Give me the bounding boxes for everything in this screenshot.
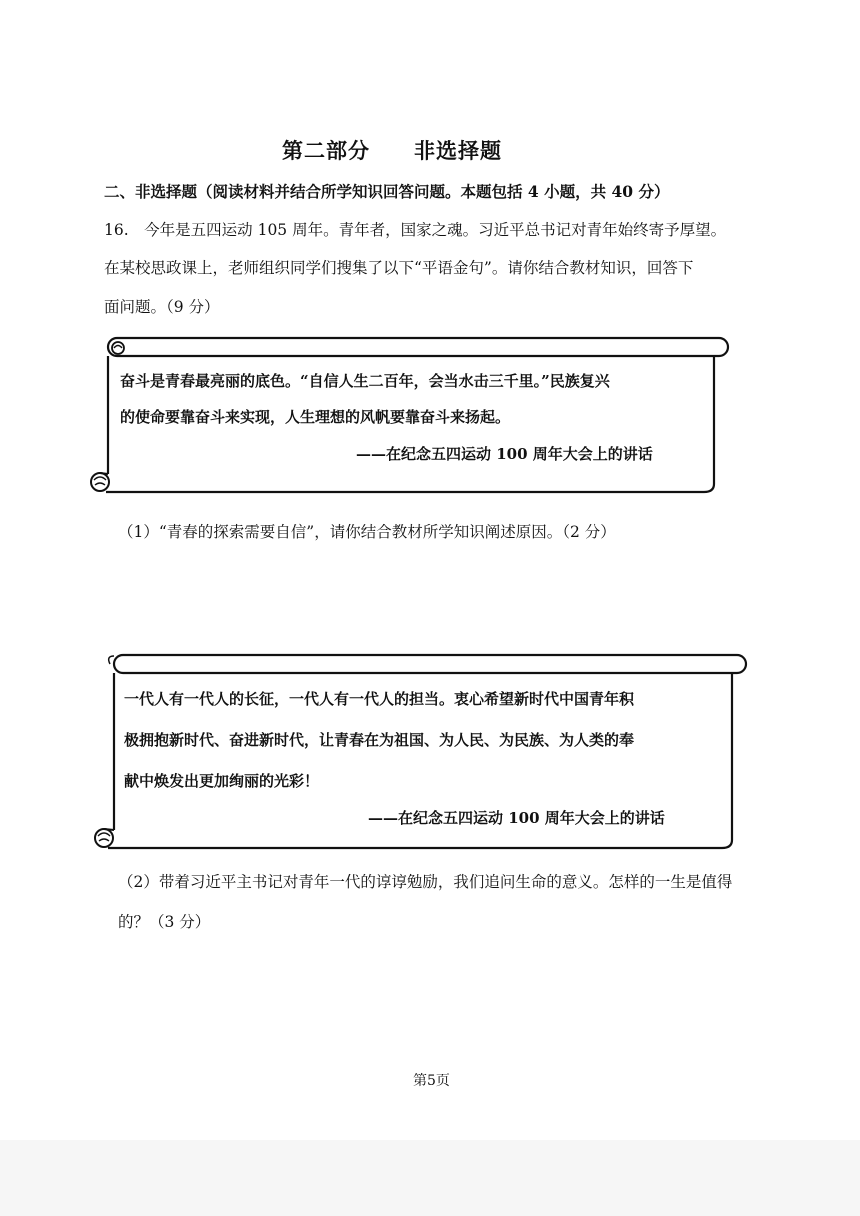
sub-question-2-line-1: （2）带着习近平主书记对青年一代的谆谆勉励，我们追问生命的意义。怎样的一生是值得	[118, 873, 733, 891]
section-heading: 二、非选择题（阅读材料并结合所学知识回答问题。本题包括 4 小题，共 40 分）	[104, 182, 670, 201]
quote-scroll-1	[88, 334, 734, 496]
scroll-2-line-3: 献中焕发出更加绚丽的光彩！	[124, 772, 320, 790]
sub-question-2-line-2: 的？（3 分）	[118, 913, 211, 931]
question-16-line-3: 面问题。（9 分）	[104, 298, 220, 316]
question-16-line-2: 在某校思政课上，老师组织同学们搜集了以下“平语金句”。请你结合教材知识，回答下	[104, 259, 694, 277]
page-title: 第二部分 非选择题	[282, 138, 502, 163]
scroll-1-line-2: 的使命要靠奋斗来实现，人生理想的风帆要靠奋斗来扬起。	[120, 408, 511, 426]
page-bottom-band	[0, 1140, 860, 1216]
quote-scroll-2	[92, 652, 752, 852]
scroll-2-attribution: ——在纪念五四运动 100 周年大会上的讲话	[368, 809, 665, 827]
scroll-1-attribution: ——在纪念五四运动 100 周年大会上的讲话	[356, 445, 653, 463]
scroll-2-line-2: 极拥抱新时代、奋进新时代，让青春在为祖国、为人民、为民族、为人类的奉	[124, 731, 635, 749]
scroll-1-line-1: 奋斗是青春最亮丽的底色。“自信人生二百年，会当水击三千里。”民族复兴	[120, 372, 610, 390]
question-16-line-1: 16. 今年是五四运动 105 周年。青年者，国家之魂。习近平总书记对青年始终寄予厚望。	[104, 221, 727, 239]
scroll-2-line-1: 一代人有一代人的长征，一代人有一代人的担当。衷心希望新时代中国青年积	[124, 690, 635, 708]
page-number: 第5页	[413, 1073, 450, 1089]
sub-question-1: （1）“青春的探索需要自信”，请你结合教材所学知识阐述原因。（2 分）	[118, 523, 616, 541]
